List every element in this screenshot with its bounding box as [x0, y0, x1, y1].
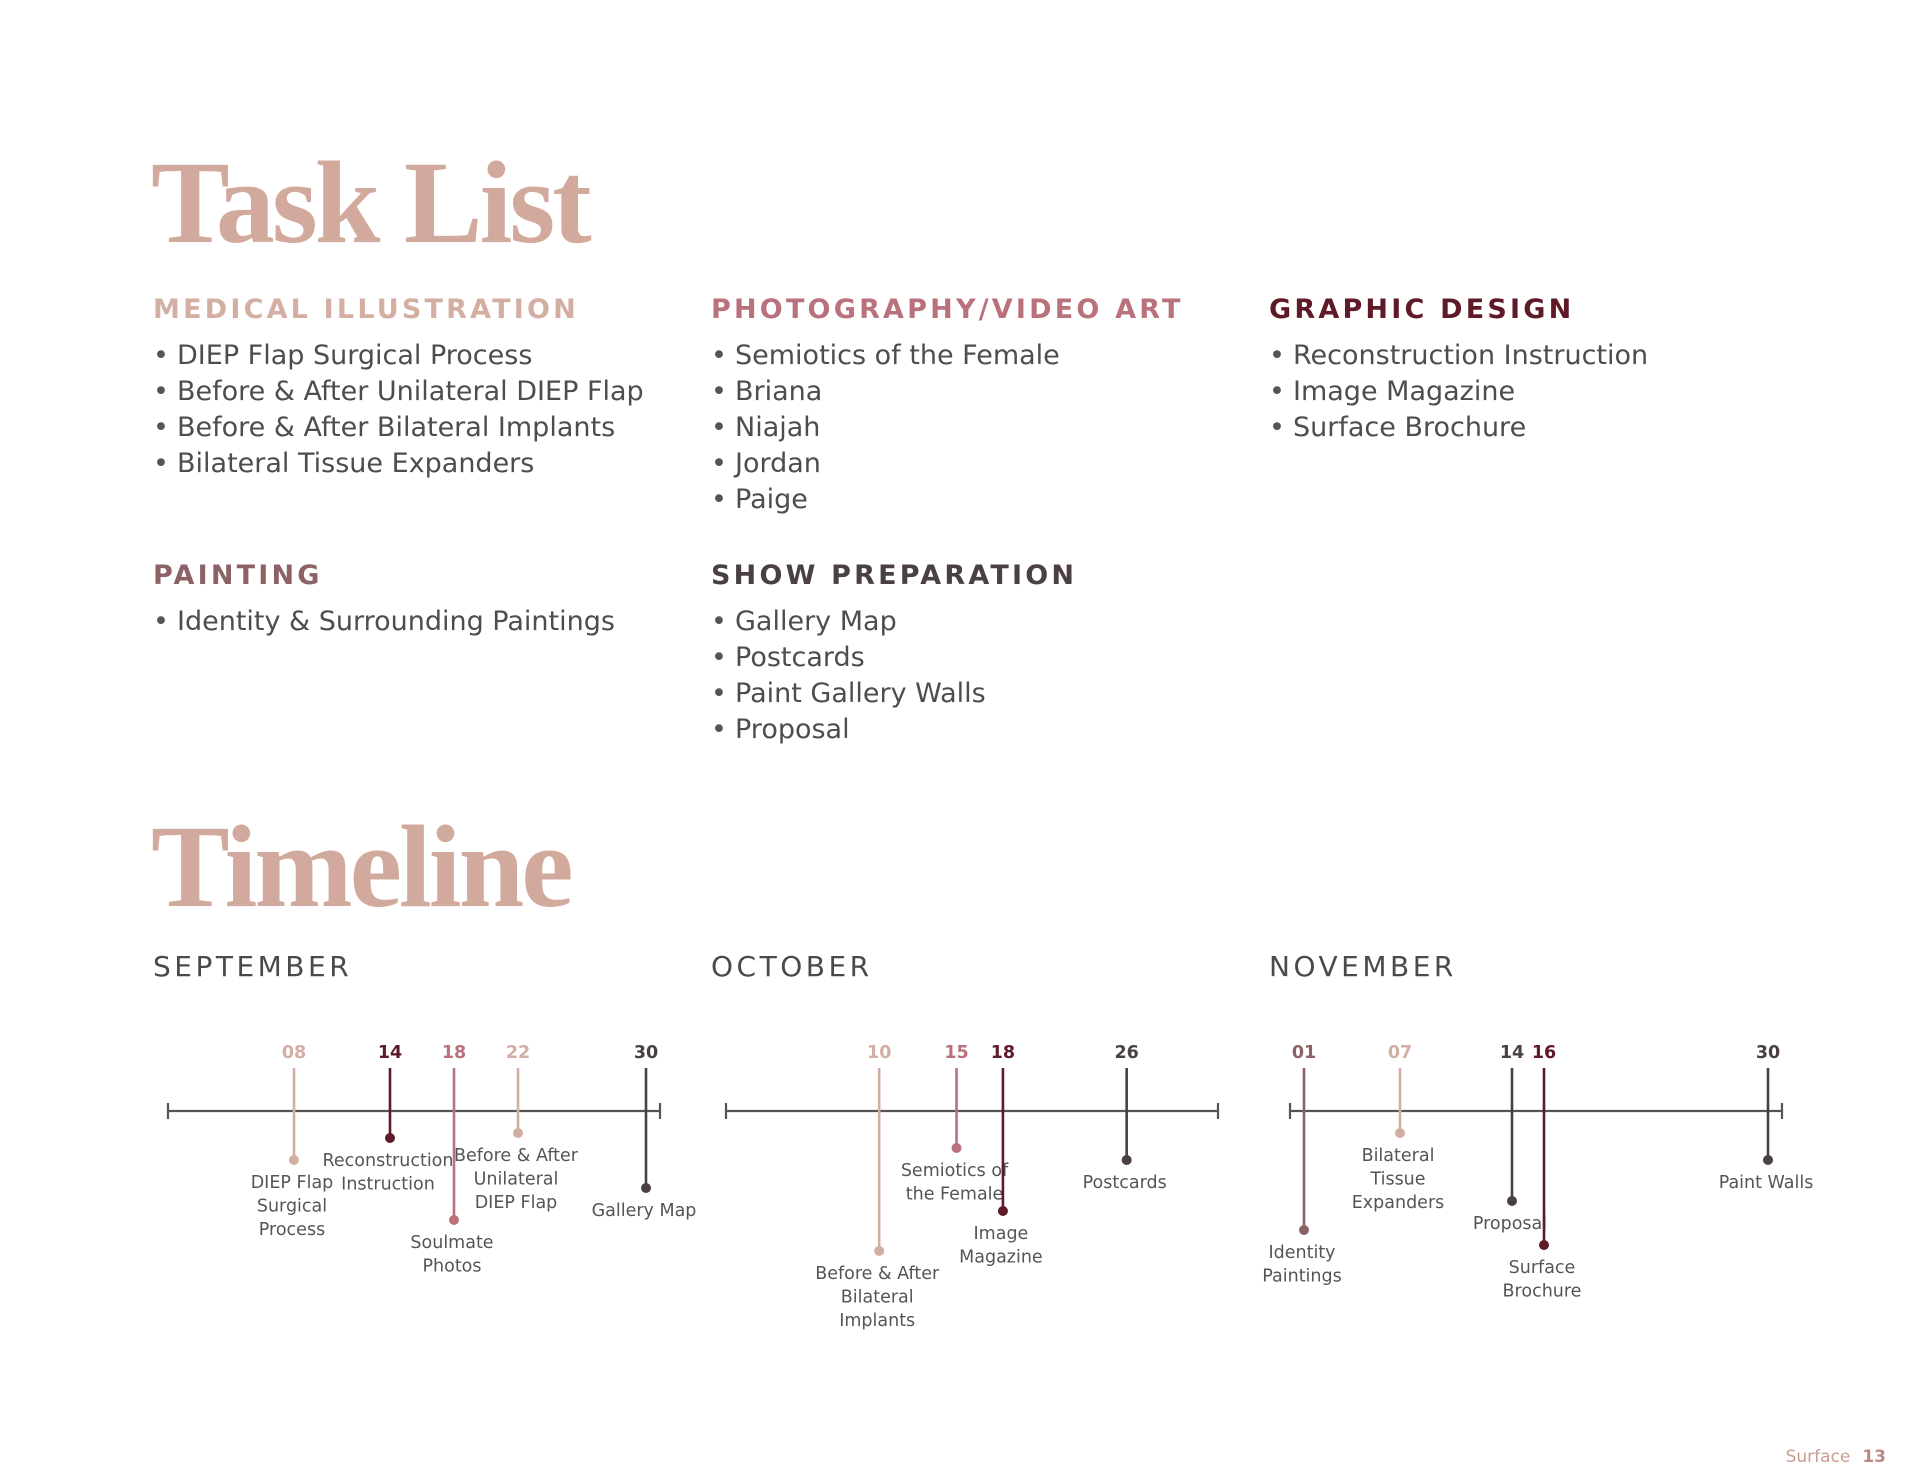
event-label: the Female [905, 1184, 1004, 1205]
event-label: Before & After [815, 1264, 940, 1284]
month-label-october: OCTOBER [711, 950, 873, 983]
category-heading: PAINTING [153, 560, 323, 591]
event-label: Expanders [1351, 1193, 1445, 1213]
event-label: Brochure [1502, 1281, 1582, 1302]
event-day-label: 30 [633, 1043, 659, 1063]
publication-name: Surface [1785, 1447, 1851, 1467]
task-item-label: Proposal [735, 714, 850, 746]
event-marker-dot [1763, 1155, 1773, 1165]
event-marker-dot [1299, 1225, 1309, 1235]
event-label: Paintings [1262, 1266, 1342, 1287]
event-label: Instruction [341, 1174, 435, 1195]
bullet-icon: • [153, 448, 169, 480]
timeline-title: Timeline [151, 801, 571, 932]
event-day-label: 26 [1114, 1043, 1139, 1063]
bullet-icon: • [711, 642, 727, 674]
task-item-label: Identity & Surrounding Paintings [177, 606, 615, 638]
category-heading: MEDICAL ILLUSTRATION [153, 294, 579, 325]
event-day-label: 14 [377, 1043, 403, 1063]
task-list-title: Task List [151, 137, 589, 268]
bullet-icon: • [711, 484, 727, 516]
event-label: DIEP Flap [474, 1193, 558, 1213]
category-heading: SHOW PREPARATION [711, 560, 1078, 591]
event-label: Tissue [1370, 1169, 1426, 1190]
bullet-icon: • [711, 340, 727, 372]
page-footer [1786, 1447, 1886, 1467]
task-item-label: Jordan [735, 448, 821, 480]
event-label: Magazine [959, 1247, 1043, 1268]
task-item-label: Paint Gallery Walls [735, 678, 986, 710]
event-label: Soulmate [410, 1233, 494, 1253]
event-label: Process [258, 1220, 326, 1240]
event-marker-dot [1507, 1196, 1517, 1206]
task-item-label: Niajah [735, 412, 821, 444]
event-label: Bilateral [1361, 1146, 1435, 1166]
event-day-label: 16 [1531, 1043, 1557, 1063]
event-marker-dot [1395, 1128, 1405, 1138]
event-day-label: 22 [505, 1043, 531, 1063]
task-item-label: Before & After Bilateral Implants [177, 412, 616, 444]
event-label: Bilateral [840, 1287, 914, 1308]
event-day-label: 07 [1387, 1043, 1413, 1063]
event-label: Image [973, 1224, 1029, 1244]
event-marker-dot [952, 1143, 962, 1153]
event-day-label: 30 [1755, 1043, 1781, 1063]
event-day-label: 18 [990, 1043, 1016, 1063]
bullet-icon: • [153, 376, 169, 408]
bullet-icon: • [153, 340, 169, 372]
event-marker-dot [1539, 1240, 1549, 1250]
event-day-label: 14 [1499, 1043, 1525, 1063]
event-marker-dot [874, 1246, 884, 1256]
bullet-icon: • [1269, 340, 1285, 372]
task-item-label: DIEP Flap Surgical Process [177, 340, 533, 372]
event-marker-dot [1122, 1155, 1132, 1165]
event-label: Postcards [1082, 1173, 1167, 1193]
event-label: Photos [422, 1256, 482, 1277]
page-number: 13 [1862, 1447, 1886, 1467]
bullet-icon: • [1269, 376, 1285, 408]
category-heading: PHOTOGRAPHY/VIDEO ART [711, 294, 1184, 325]
event-label: Surface [1508, 1258, 1576, 1278]
task-item-label: Briana [735, 376, 823, 408]
category-heading: GRAPHIC DESIGN [1269, 294, 1575, 325]
event-marker-dot [998, 1206, 1008, 1216]
bullet-icon: • [153, 412, 169, 444]
event-label: Gallery Map [591, 1201, 697, 1221]
task-item-label: Image Magazine [1293, 376, 1516, 408]
task-item-label: Reconstruction Instruction [1293, 340, 1649, 372]
event-label: Reconstruction [322, 1151, 454, 1171]
event-day-label: 01 [1291, 1043, 1317, 1063]
bullet-icon: • [711, 376, 727, 408]
bullet-icon: • [711, 412, 727, 444]
event-marker-dot [513, 1128, 523, 1138]
month-label-september: SEPTEMBER [153, 950, 353, 983]
event-day-label: 10 [867, 1043, 892, 1063]
task-item-label: Surface Brochure [1293, 412, 1527, 444]
event-day-label: 18 [441, 1043, 467, 1063]
task-item-label: Gallery Map [735, 606, 897, 638]
event-label: Surgical [256, 1196, 328, 1217]
bullet-icon: • [711, 678, 727, 710]
event-label: Paint Walls [1718, 1173, 1814, 1193]
event-label: DIEP Flap [250, 1173, 334, 1193]
task-item-label: Postcards [735, 642, 865, 674]
task-item-label: Bilateral Tissue Expanders [177, 448, 535, 480]
event-marker-dot [641, 1183, 651, 1193]
event-label: Implants [839, 1311, 916, 1331]
bullet-icon: • [711, 448, 727, 480]
bullet-icon: • [711, 606, 727, 638]
event-day-label: 08 [281, 1043, 307, 1063]
bullet-icon: • [153, 606, 169, 638]
bullet-icon: • [1269, 412, 1285, 444]
event-label: Before & After [453, 1146, 579, 1166]
bullet-icon: • [711, 714, 727, 746]
event-label: Unilateral [473, 1169, 559, 1190]
event-label: Semiotics of [900, 1161, 1009, 1181]
event-marker-dot [449, 1215, 459, 1225]
task-item-label: Before & After Unilateral DIEP Flap [177, 376, 644, 408]
event-marker-dot [385, 1133, 395, 1143]
month-label-november: NOVEMBER [1269, 950, 1457, 983]
event-label: Identity [1268, 1243, 1336, 1263]
task-item-label: Paige [735, 484, 808, 516]
event-label: Proposal [1472, 1214, 1548, 1234]
event-day-label: 15 [944, 1043, 969, 1063]
task-item-label: Semiotics of the Female [735, 340, 1060, 372]
event-marker-dot [289, 1155, 299, 1165]
